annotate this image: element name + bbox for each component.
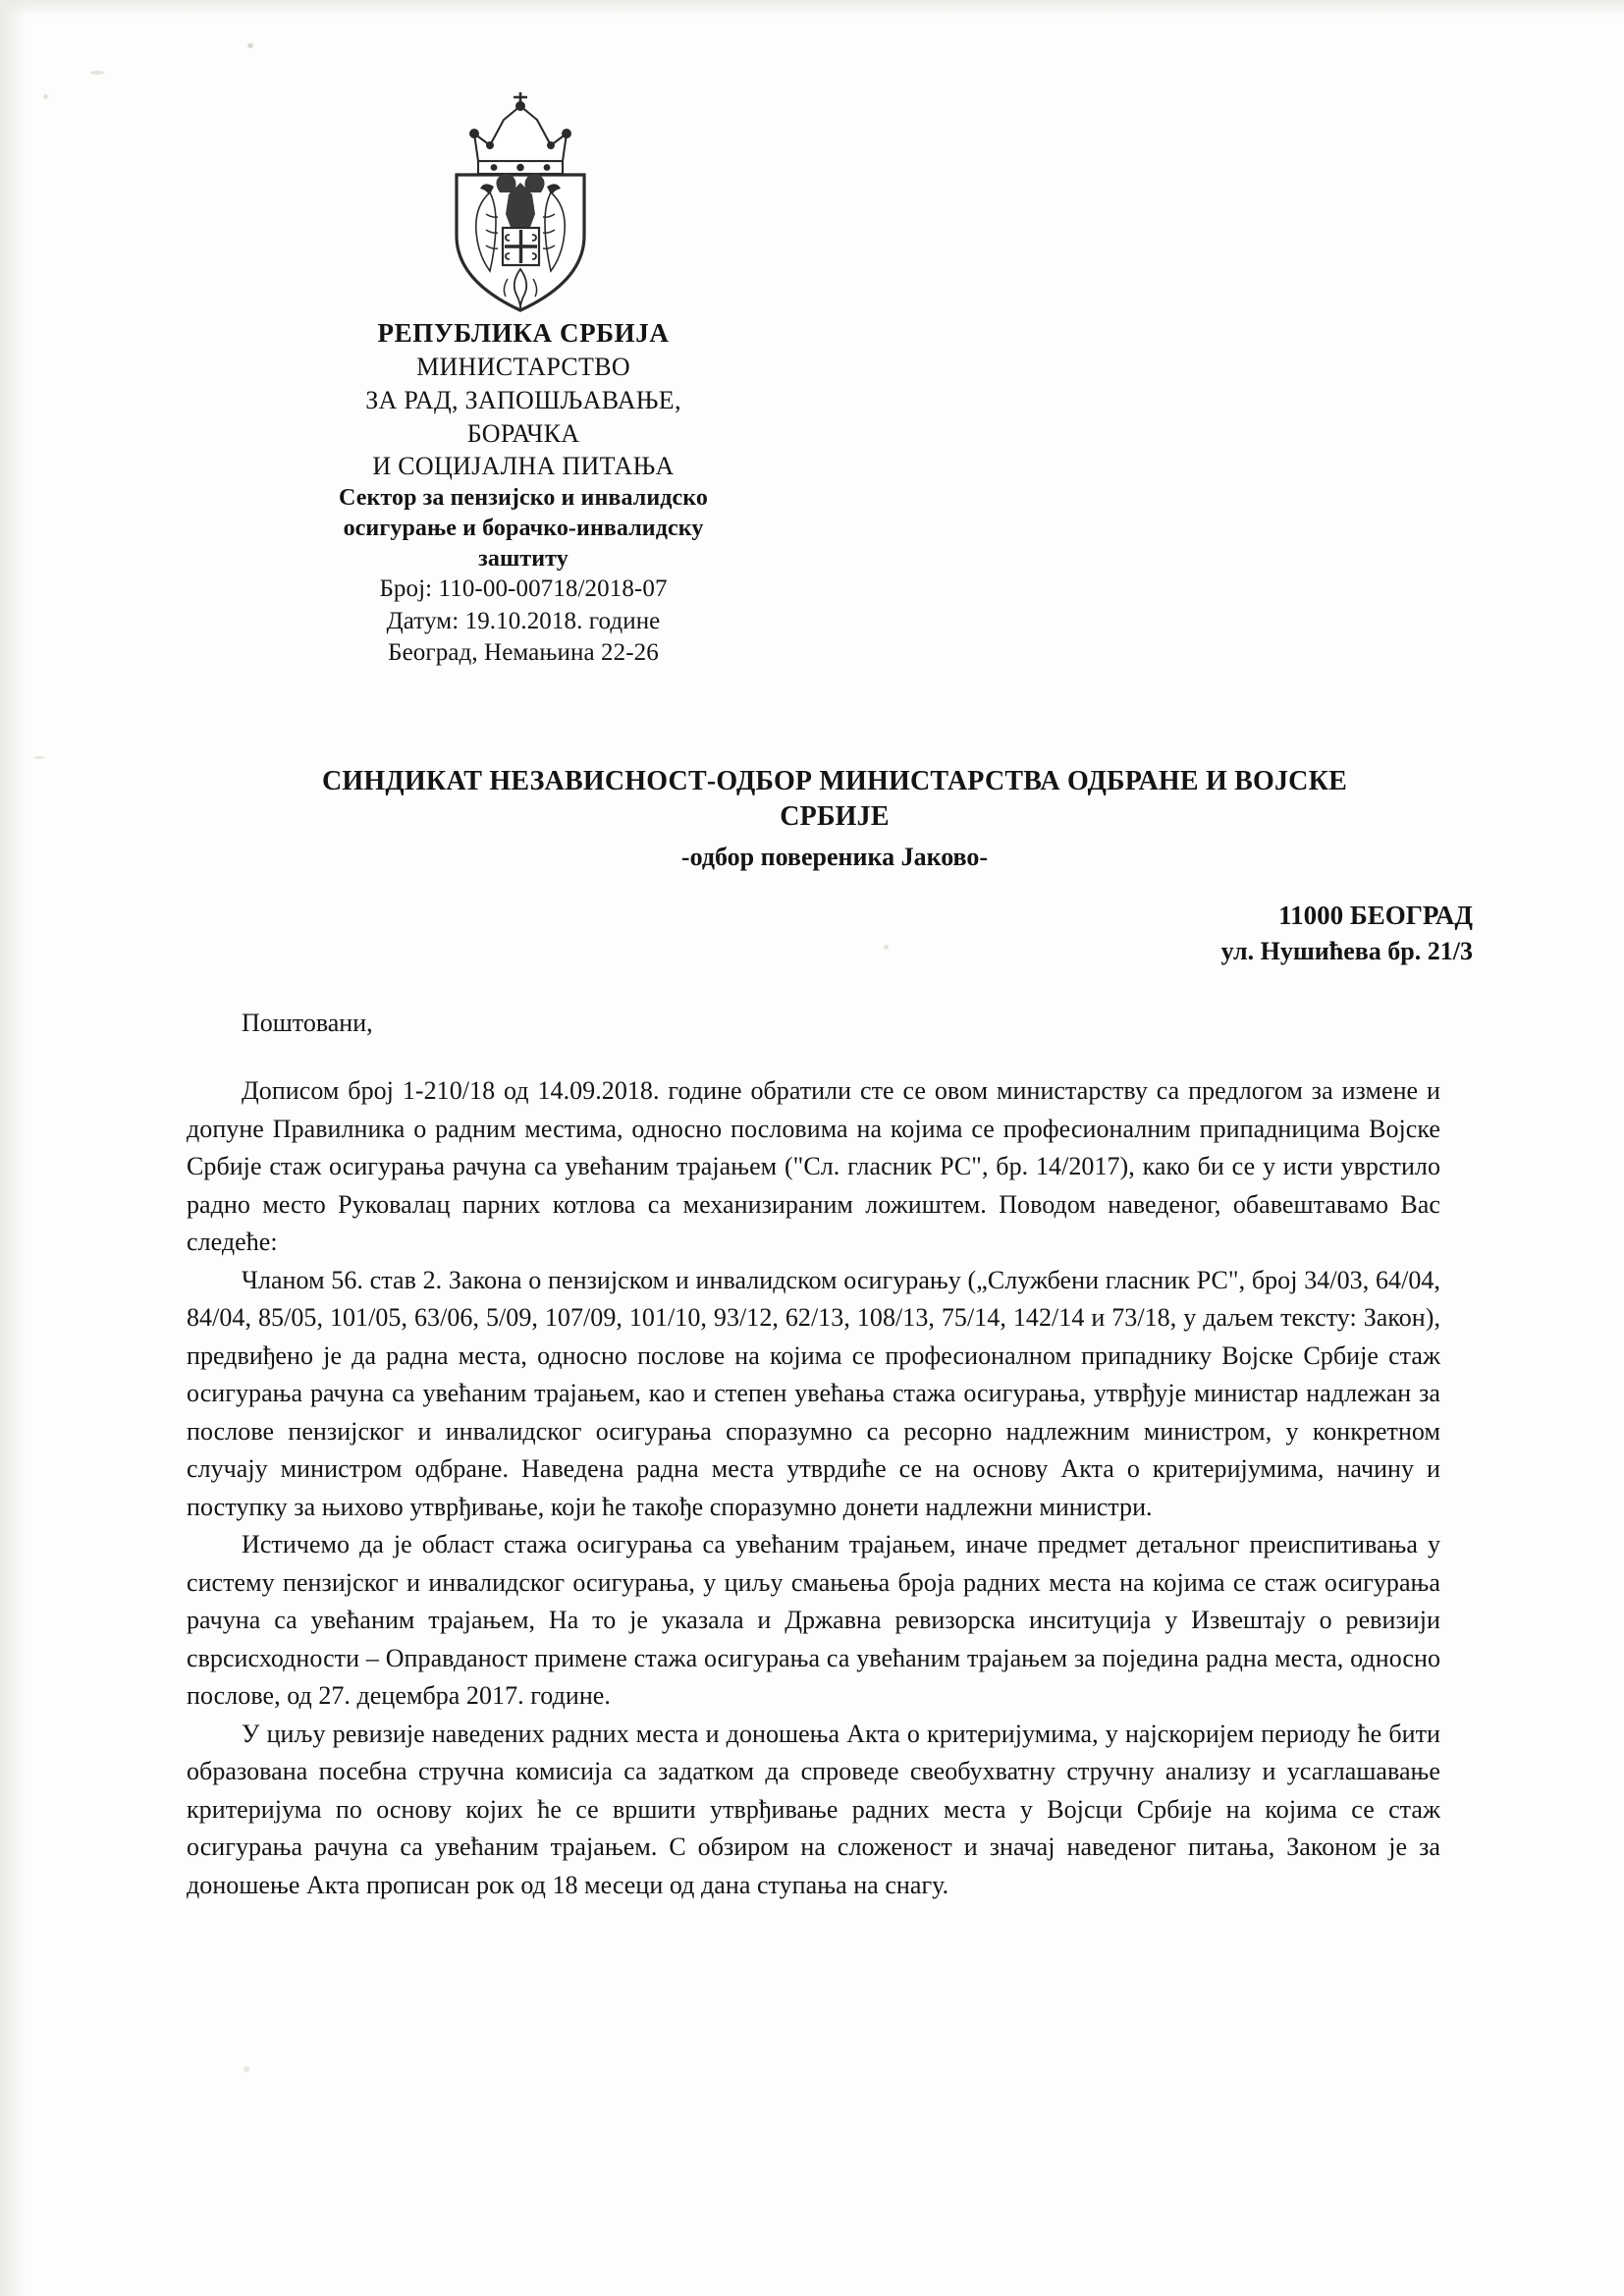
letterhead-sector-line-1: Сектор за пензијско и инвалидско [339,485,708,512]
letterhead-ministry-line-4: И СОЦИЈАЛНА ПИТАЊА [372,452,675,481]
coat-of-arms-icon [435,77,607,317]
scan-edge-shadow-top [0,0,1624,18]
letterhead-place: Београд, Немањина 22-26 [388,639,659,667]
scan-speckle [43,94,48,99]
recipient-name-line-1: СИНДИКАТ НЕЗАВИСНОСТ-ОДБОР МИНИСТАРСТВА ОДБРАНЕ И ВОЈСКЕ [322,766,1347,796]
letterhead-sector-line-2: осигурање и борачко-инвалидску [343,516,704,541]
scan-speckle [90,71,104,75]
recipient-city: 11000 БЕОГРАД [1278,901,1473,930]
letterhead [253,316,793,670]
letter-body [187,1072,1440,1904]
letterhead-country: РЕПУБЛИКА СРБИЈА [377,318,670,348]
recipient-street: ул. Нушићева бр. 21/3 [1220,937,1473,966]
scan-speckle [247,43,253,48]
letterhead-ministry-line-2: ЗА РАД, ЗАПОШЉАВАЊЕ, [365,385,681,414]
letterhead-sector-line-3: заштиту [478,545,568,572]
recipient-block [245,764,1424,872]
recipient-name-line-2: СРБИЈЕ [780,800,890,832]
scan-speckle [244,2066,249,2072]
letter-paragraph: Чланом 56. став 2. Закона о пензијском и инвалидском осигурању („Службени гласник РС", број 34/03, 64/04, 84/04, 85/05, 101/05, 63/06, 5/09, 107/09, 101/10, 93/12, 62/13, 108/13, 75/14, 142/14 и 73/18, у даљем тексту: Закон), предвиђено је да радна места, односно послове на којима се професионалном припаднику Војске Србије стаж осигурања рачуна са увећаним трајањем, као и степен увећања стажа осигурања, утврђује министар надлежан за послове пензијског и инвалидског осигурања споразумно са ресорно надлежним министром, у конкретном случају министром одбране. Наведена радна места утврдиће се на основу Акта о критеријумима, начину и поступку за њихово утврђивање, који ће такође споразумно донети надлежни министри. [187,1265,1440,1521]
recipient-address-block [1221,897,1473,970]
letterhead-ministry-line-3: БОРАЧКА [466,418,580,448]
letterhead-ministry-line-1: МИНИСТАРСТВО [416,353,630,382]
letter-paragraph: Истичемо да је област стажа осигурања са увећаним трајањем, иначе предмет детаљног преиспитивања у систему пензијског и инвалидског осигурања, у циљу смањења броја радних места на којима се стаж осигурања рачуна са увећаним трајањем, На то је указала и Државна ревизорска инситуција у Извештају о ревизији сврсисходности – Оправданост примене стажа осигурања са увећаним трајањем за поједина радна места, односно послове, од 27. децембра 2017. године. [187,1530,1440,1710]
letterhead-reference-number: Број: 110-00-00718/2018-07 [379,575,668,603]
salutation: Поштовани, [242,1009,373,1037]
scan-speckle [33,756,45,759]
scan-speckle [884,945,889,950]
recipient-subunit: -одбор повереника Јаково- [680,842,989,871]
scan-edge-shadow-left [0,0,26,2296]
letter-paragraph: Дописом број 1-210/18 од 14.09.2018. године обратили сте се овом министарству са предлогом за измене и допуне Правилника о радним местима, односно пословима на којима се професионалним припадницима Војске Србије стаж осигурања рачуна са увећаним трајањем ("Сл. гласник РС", бр. 14/2017), како би се у исти уврстило радно место Руковалац парних котлова са механизираним ложиштем. Поводом наведеног, обавештавамо Вас следеће: [187,1076,1440,1256]
letterhead-date: Датум: 19.10.2018. године [386,607,661,634]
letter-paragraph: У циљу ревизије наведених радних места и доношења Акта о критеријумима, у најскоријем периоду ће бити образована посебна стручна комисија са задатком да спроведе свеобухватну стручну анализу и усаглашавање критеријума по основу којих ће се вршити утврђивање радних места у Војсци Србије на којима се стаж осигурања рачуна са увећаним трајањем. С обзиром на сложеност и значај наведеног питања, Законом је за доношење Акта прописан рок од 18 месеци од дана ступања на снагу. [187,1719,1440,1899]
